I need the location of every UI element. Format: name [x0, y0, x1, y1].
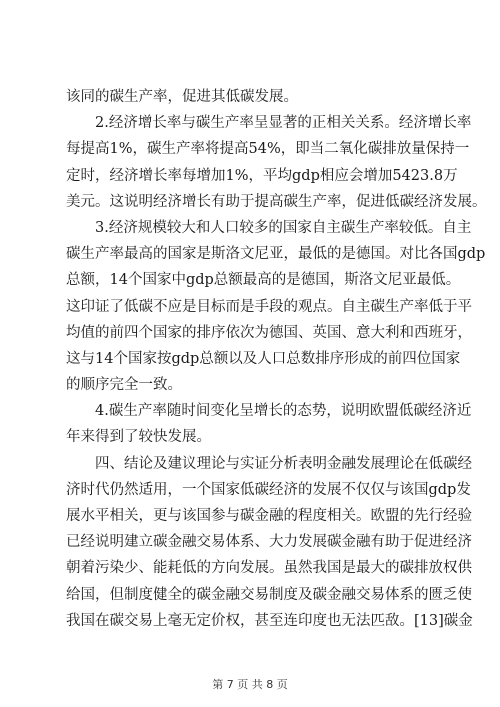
text-line: 每提高1%，碳生产率将提高54%，即当二氧化碳排放量保持一 [66, 141, 470, 158]
body-text [66, 84, 487, 634]
text-line: 朝着污染少、能耗低的方向发展。虽然我国是最大的碳排放权供 [66, 560, 472, 577]
text-line: 济时代仍然适用，一个国家低碳经济的发展不仅仅与该国gdp发 [66, 481, 471, 498]
text-line: 这印证了低碳不应是目标而是手段的观点。自主碳生产率低于平 [66, 298, 472, 315]
text-line: 的顺序完全一致。 [66, 377, 182, 394]
text-line: 该同的碳生产率，促进其低碳发展。 [66, 89, 298, 105]
text-line: 这与14个国家按gdp总额以及人口总数排序形成的前四位国家 [66, 350, 461, 367]
text-line: 美元。这说明经济增长有助于提高碳生产率，促进低碳经济发展。 [66, 193, 487, 210]
text-line: 定时，经济增长率每增加1%，平均gdp相应会增加5423.8万 [66, 167, 458, 184]
text-line: 3.经济规模较大和人口较多的国家自主碳生产率较低。自主 [95, 219, 472, 236]
text-line: 展水平相关，更与该国参与碳金融的程度相关。欧盟的先行经验 [66, 508, 472, 524]
text-line: 碳生产率最高的国家是斯洛文尼亚，最低的是德国。对比各国gdp [66, 246, 486, 263]
text-line: 给国，但制度健全的碳金融交易制度及碳金融交易体系的匮乏使 [66, 586, 472, 603]
text-line: 已经说明建立碳金融交易体系、大力发展碳金融有助于促进经济 [66, 534, 472, 551]
text-line: 均值的前四个国家的排序依次为德国、英国、意大利和西班牙， [66, 324, 472, 341]
text-line: 2.经济增长率与碳生产率呈显著的正相关关系。经济增长率 [95, 115, 472, 132]
text-line: 四、结论及建议理论与实证分析表明金融发展理论在低碳经 [95, 455, 472, 472]
text-line: 年来得到了较快发展。 [66, 429, 211, 446]
page-number-footer: 第 7 页 共 8 页 [212, 678, 288, 691]
text-line: 总额，14个国家中gdp总额最高的是德国，斯洛文尼亚最低。 [66, 272, 461, 289]
text-line: 4.碳生产率随时间变化呈增长的态势，说明欧盟低碳经济近 [95, 403, 472, 420]
text-line: 我国在碳交易上毫无定价权，甚至连印度也无法匹敌。[13]碳金 [66, 612, 473, 629]
